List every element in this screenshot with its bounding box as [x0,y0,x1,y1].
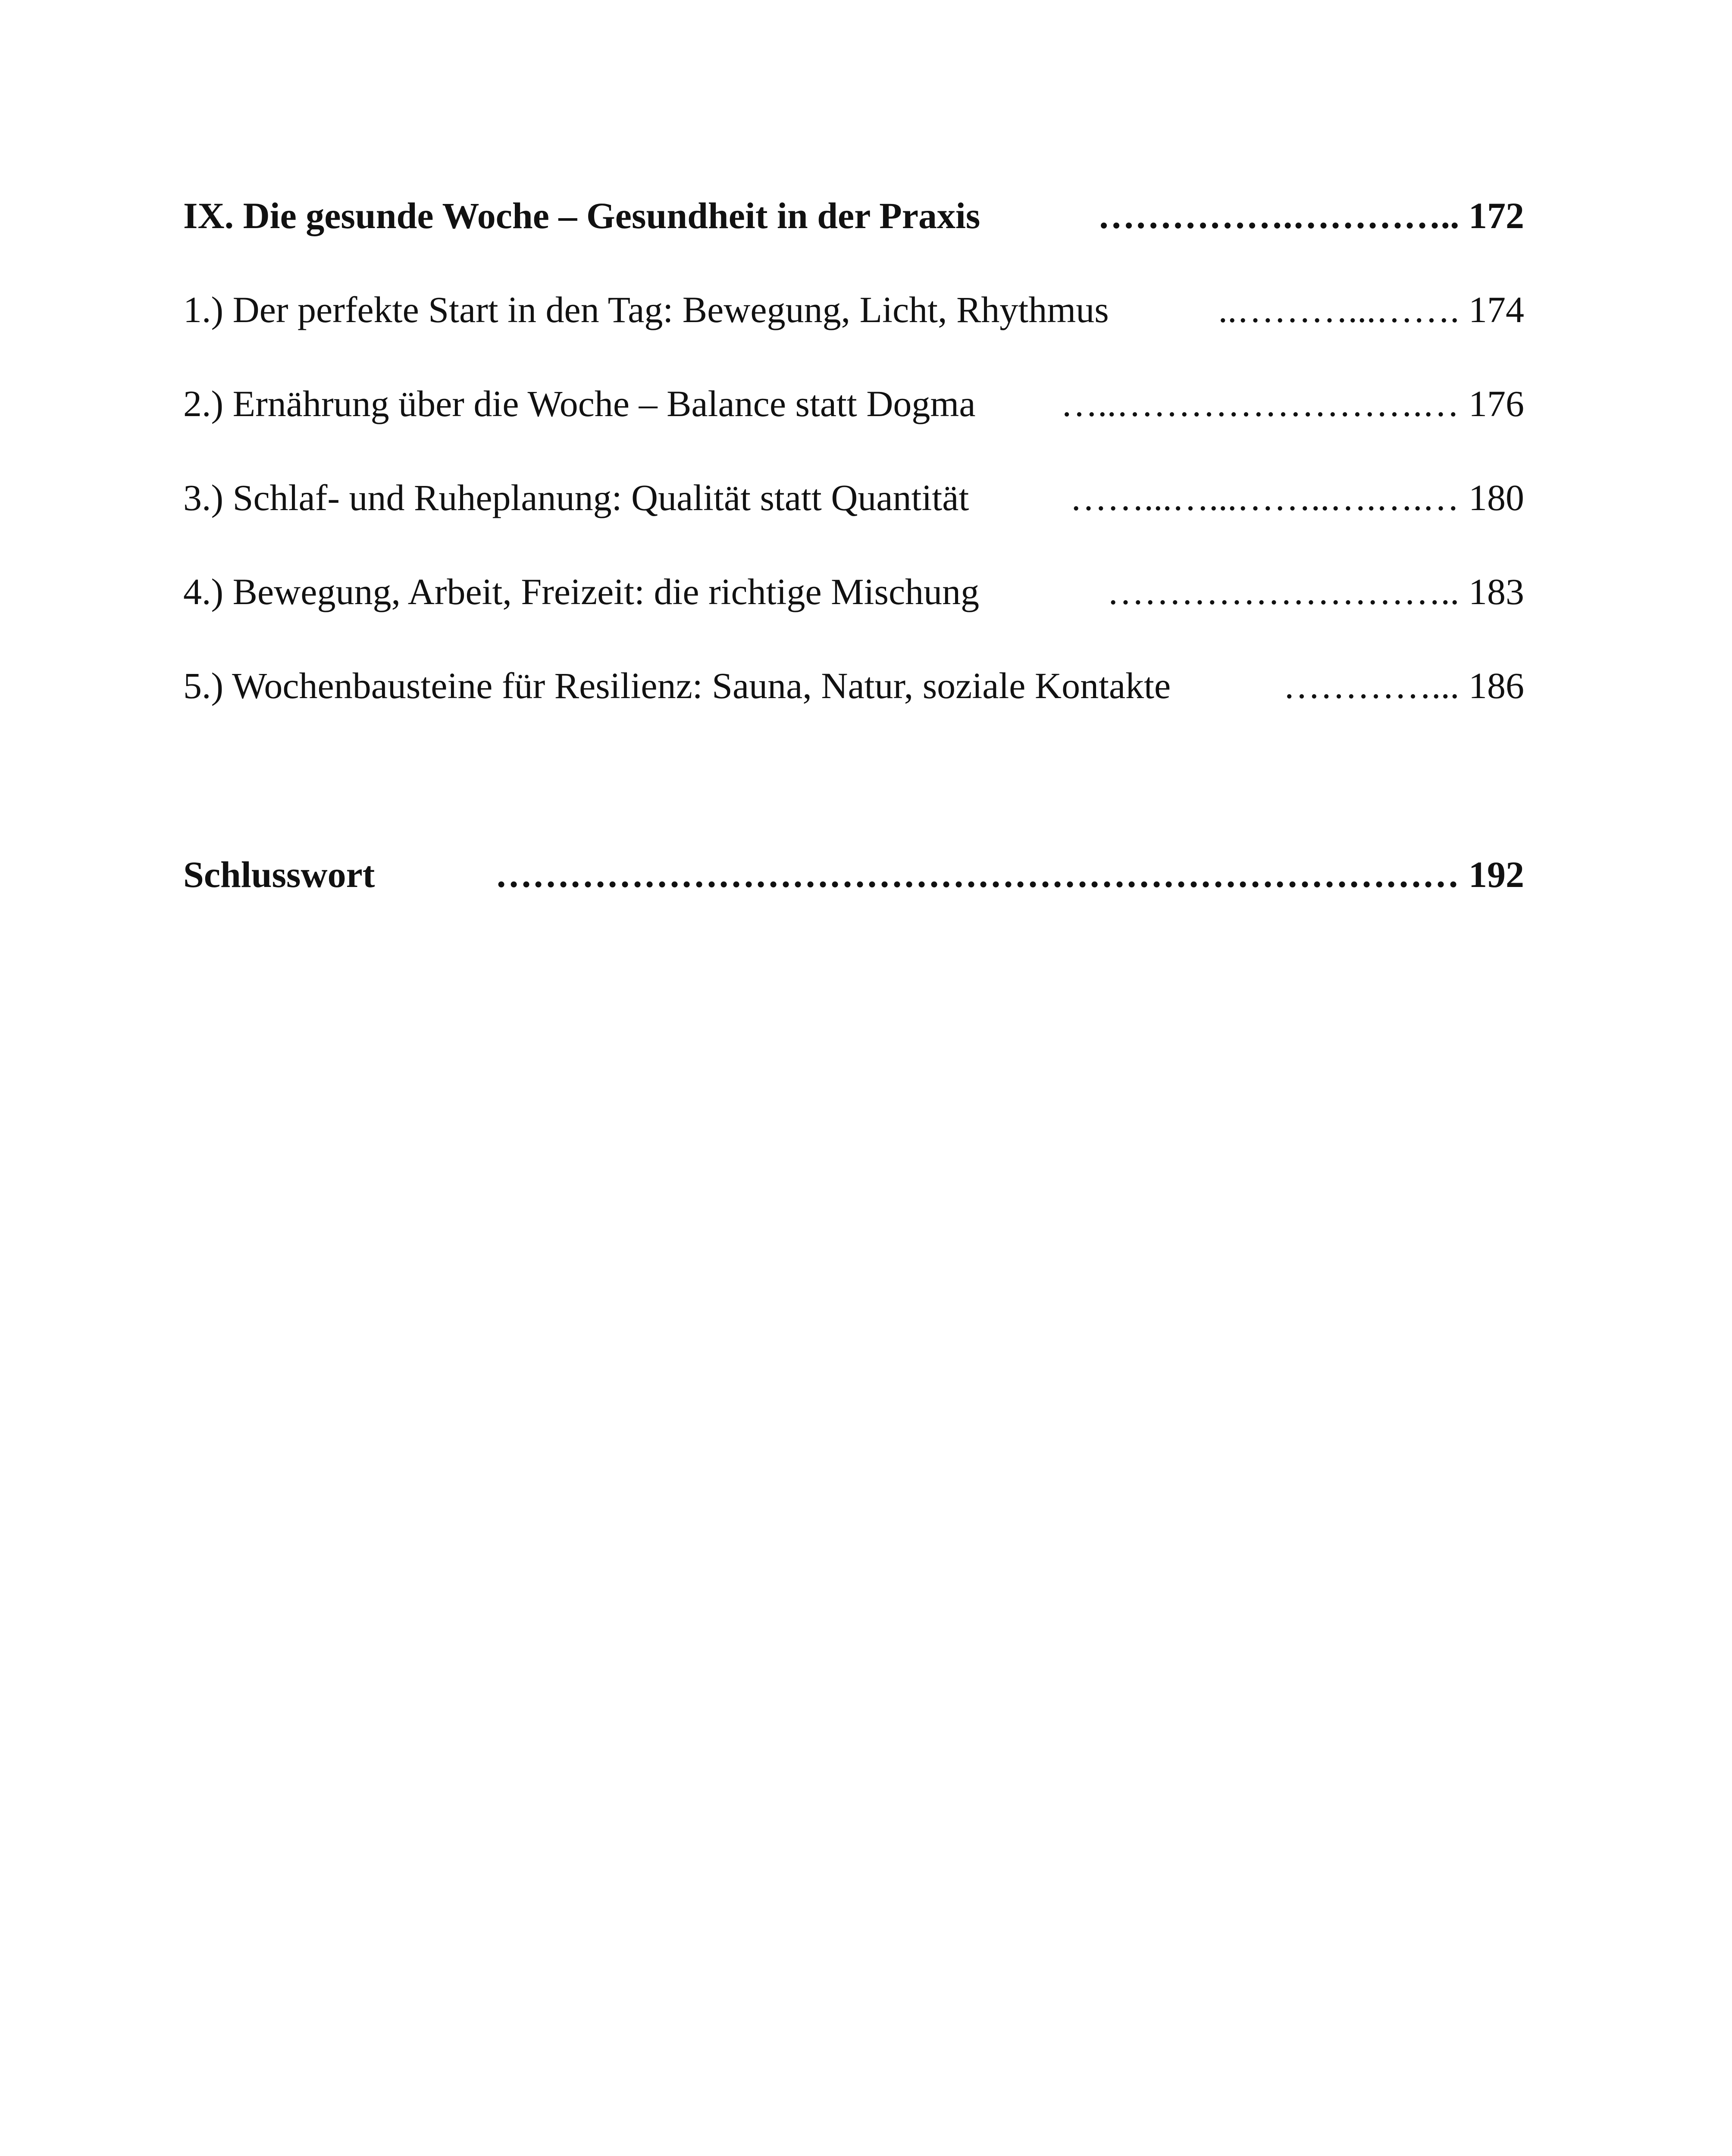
toc-entry-page: ……………………….. 183 [1107,571,1524,612]
toc-closing-title: Schlusswort [183,854,375,895]
toc-entry-title: 4.) Bewegung, Arbeit, Freizeit: die richtige Mischung [183,571,980,612]
toc-entry[interactable] [183,566,1524,617]
toc-closing-page: …………………………………………………………………… 192 [495,854,1524,895]
toc-chapter-title: IX. Die gesunde Woche – Gesundheit in der Praxis [183,195,980,236]
toc-entry-title: 5.) Wochenbausteine für Resilienz: Sauna, Natur, soziale Kontakte [183,665,1171,706]
toc-entry-title: 2.) Ernährung über die Woche – Balance statt Dogma [183,383,976,424]
toc-entry-page: …………... 186 [1283,665,1524,706]
toc-entry[interactable] [183,472,1524,523]
toc-chapter-page: …………….………….. 172 [1098,195,1524,236]
toc-entry-title: 1.) Der perfekte Start in den Tag: Bewegung, Licht, Rhythmus [183,289,1109,330]
toc-closing-heading[interactable] [183,849,1524,900]
toc-entry-page: ..………...……. 174 [1218,289,1524,330]
toc-entry-page: ……...…...……..….….… 180 [1070,477,1524,518]
toc-entry-title: 3.) Schlaf- und Ruheplanung: Qualität statt Quantität [183,477,969,518]
toc-entry-page: …..…………………….… 176 [1061,383,1524,424]
toc-chapter-heading[interactable] [183,190,1524,241]
toc-entry[interactable] [183,660,1524,711]
toc-entry[interactable] [183,284,1524,335]
toc-entry[interactable] [183,378,1524,429]
